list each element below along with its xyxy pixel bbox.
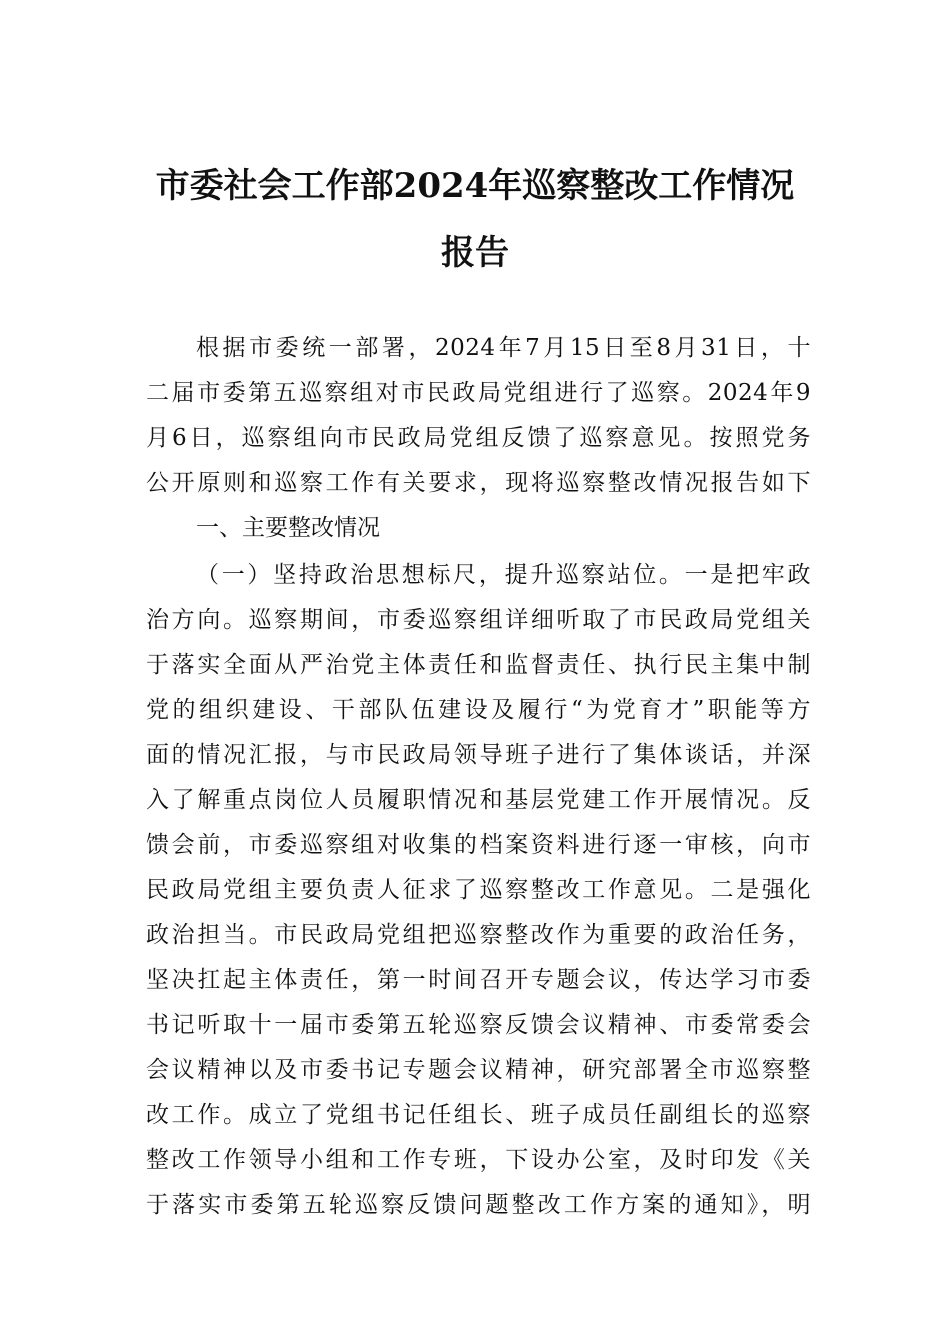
document-title-line-2: 报告 (441, 233, 509, 273)
intro-line-1: 根据市委统一部署，2024年7月15日至8月31日，十 (196, 335, 811, 361)
intro-line-4: 公开原则和巡察工作有关要求，现将巡察整改情况报告如下 (146, 470, 811, 496)
paragraph-line-14: 整改工作领导小组和工作专班，下设办公室，及时印发《关 (146, 1147, 811, 1173)
paragraph-line-13: 改工作。成立了党组书记任组长、班子成员任副组长的巡察 (146, 1102, 811, 1128)
paragraph-line-10: 坚决扛起主体责任，第一时间召开专题会议，传达学习市委 (146, 967, 811, 993)
paragraph-line-5: 面的情况汇报，与市民政局领导班子进行了集体谈话，并深 (146, 742, 811, 768)
paragraph-line-8: 民政局党组主要负责人征求了巡察整改工作意见。二是强化 (146, 877, 811, 903)
paragraph-line-9: 政治担当。市民政局党组把巡察整改作为重要的政治任务， (146, 922, 811, 948)
paragraph-line-2: 治方向。巡察期间，市委巡察组详细听取了市民政局党组关 (146, 607, 811, 633)
paragraph-line-3: 于落实全面从严治党主体责任和监督责任、执行民主集中制 (146, 652, 811, 678)
section-heading: 一、主要整改情况 (196, 515, 380, 541)
intro-line-2: 二届市委第五巡察组对市民政局党组进行了巡察。2024年9 (146, 380, 811, 406)
paragraph-line-7: 馈会前，市委巡察组对收集的档案资料进行逐一审核，向市 (146, 832, 811, 858)
paragraph-line-4: 党的组织建设、干部队伍建设及履行“为党育才”职能等方 (146, 697, 811, 723)
intro-line-3: 月6日，巡察组向市民政局党组反馈了巡察意见。按照党务 (146, 425, 811, 451)
document-title-line-1: 市委社会工作部2024年巡察整改工作情况 (155, 166, 795, 206)
paragraph-line-11: 书记听取十一届市委第五轮巡察反馈会议精神、市委常委会 (146, 1012, 811, 1038)
paragraph-line-6: 入了解重点岗位人员履职情况和基层党建工作开展情况。反 (146, 787, 811, 813)
paragraph-line-12: 会议精神以及市委书记专题会议精神，研究部署全市巡察整 (146, 1057, 811, 1083)
paragraph-line-1: （一）坚持政治思想标尺，提升巡察站位。一是把牢政 (196, 562, 811, 588)
paragraph-line-15: 于落实市委第五轮巡察反馈问题整改工作方案的通知》，明 (146, 1192, 811, 1218)
